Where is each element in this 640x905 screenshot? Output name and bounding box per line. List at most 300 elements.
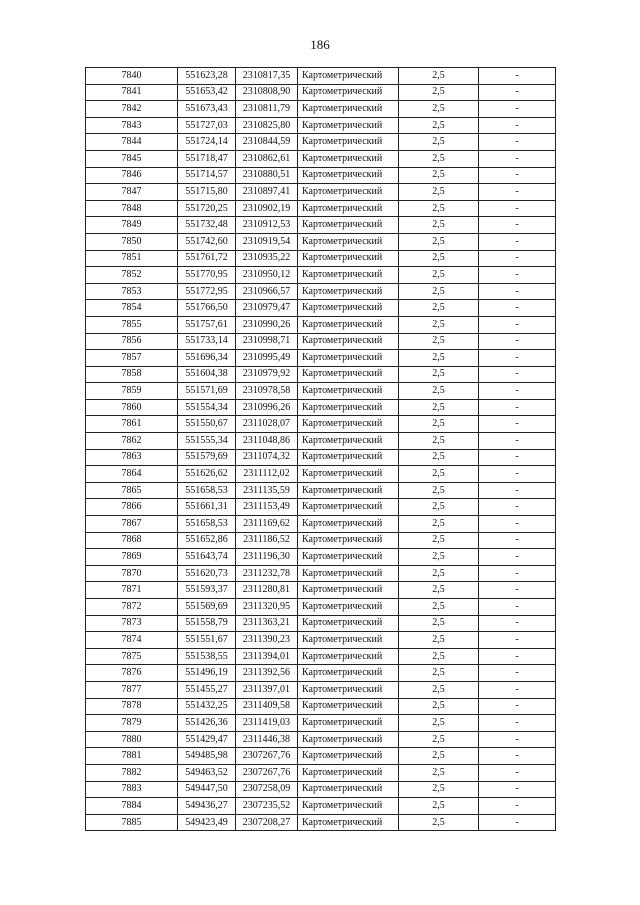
point-number-cell: 7840 <box>86 68 178 85</box>
x-coordinate-cell: 549447,50 <box>178 781 236 798</box>
table-row <box>86 283 556 300</box>
method-cell: Картометрический <box>298 350 399 367</box>
y-coordinate-cell: 2311169,62 <box>236 516 298 533</box>
x-coordinate-cell: 551604,38 <box>178 366 236 383</box>
method-cell: Картометрический <box>298 599 399 616</box>
y-coordinate-cell: 2311135,59 <box>236 482 298 499</box>
note-cell: - <box>479 781 556 798</box>
accuracy-cell: 2,5 <box>399 416 479 433</box>
method-cell: Картометрический <box>298 267 399 284</box>
method-cell: Картометрический <box>298 150 399 167</box>
y-coordinate-cell: 2311196,30 <box>236 549 298 566</box>
point-number-cell: 7875 <box>86 648 178 665</box>
table-row <box>86 516 556 533</box>
point-number-cell: 7871 <box>86 582 178 599</box>
method-cell: Картометрический <box>298 101 399 118</box>
point-number-cell: 7853 <box>86 283 178 300</box>
note-cell: - <box>479 582 556 599</box>
y-coordinate-cell: 2311397,01 <box>236 681 298 698</box>
table-row <box>86 117 556 134</box>
y-coordinate-cell: 2310979,47 <box>236 300 298 317</box>
x-coordinate-cell: 551551,67 <box>178 632 236 649</box>
table-row <box>86 764 556 781</box>
accuracy-cell: 2,5 <box>399 449 479 466</box>
point-number-cell: 7845 <box>86 150 178 167</box>
x-coordinate-cell: 551569,69 <box>178 599 236 616</box>
y-coordinate-cell: 2310844,59 <box>236 134 298 151</box>
method-cell: Картометрический <box>298 764 399 781</box>
table-row <box>86 250 556 267</box>
accuracy-cell: 2,5 <box>399 184 479 201</box>
table-row <box>86 150 556 167</box>
x-coordinate-cell: 551555,34 <box>178 433 236 450</box>
table-row <box>86 200 556 217</box>
point-number-cell: 7858 <box>86 366 178 383</box>
x-coordinate-cell: 551673,43 <box>178 101 236 118</box>
method-cell: Картометрический <box>298 648 399 665</box>
x-coordinate-cell: 551757,61 <box>178 316 236 333</box>
method-cell: Картометрический <box>298 516 399 533</box>
point-number-cell: 7850 <box>86 233 178 250</box>
method-cell: Картометрический <box>298 399 399 416</box>
x-coordinate-cell: 551554,34 <box>178 399 236 416</box>
y-coordinate-cell: 2310811,79 <box>236 101 298 118</box>
point-number-cell: 7857 <box>86 350 178 367</box>
point-number-cell: 7866 <box>86 499 178 516</box>
point-number-cell: 7874 <box>86 632 178 649</box>
x-coordinate-cell: 551658,53 <box>178 516 236 533</box>
note-cell: - <box>479 681 556 698</box>
x-coordinate-cell: 549436,27 <box>178 798 236 815</box>
note-cell: - <box>479 267 556 284</box>
note-cell: - <box>479 283 556 300</box>
accuracy-cell: 2,5 <box>399 565 479 582</box>
table-row <box>86 665 556 682</box>
point-number-cell: 7852 <box>86 267 178 284</box>
table-row <box>86 167 556 184</box>
y-coordinate-cell: 2311392,56 <box>236 665 298 682</box>
accuracy-cell: 2,5 <box>399 715 479 732</box>
accuracy-cell: 2,5 <box>399 615 479 632</box>
y-coordinate-cell: 2310998,71 <box>236 333 298 350</box>
x-coordinate-cell: 549463,52 <box>178 764 236 781</box>
x-coordinate-cell: 551661,31 <box>178 499 236 516</box>
note-cell: - <box>479 300 556 317</box>
note-cell: - <box>479 715 556 732</box>
method-cell: Картометрический <box>298 184 399 201</box>
table-row <box>86 615 556 632</box>
note-cell: - <box>479 615 556 632</box>
note-cell: - <box>479 499 556 516</box>
y-coordinate-cell: 2307208,27 <box>236 814 298 831</box>
x-coordinate-cell: 551742,60 <box>178 233 236 250</box>
point-number-cell: 7883 <box>86 781 178 798</box>
point-number-cell: 7856 <box>86 333 178 350</box>
accuracy-cell: 2,5 <box>399 499 479 516</box>
method-cell: Картометрический <box>298 134 399 151</box>
point-number-cell: 7851 <box>86 250 178 267</box>
x-coordinate-cell: 551571,69 <box>178 383 236 400</box>
accuracy-cell: 2,5 <box>399 383 479 400</box>
y-coordinate-cell: 2310966,57 <box>236 283 298 300</box>
accuracy-cell: 2,5 <box>399 731 479 748</box>
table-row <box>86 184 556 201</box>
note-cell: - <box>479 482 556 499</box>
point-number-cell: 7860 <box>86 399 178 416</box>
x-coordinate-cell: 551715,80 <box>178 184 236 201</box>
y-coordinate-cell: 2310996,26 <box>236 399 298 416</box>
point-number-cell: 7884 <box>86 798 178 815</box>
x-coordinate-cell: 551696,34 <box>178 350 236 367</box>
y-coordinate-cell: 2310935,22 <box>236 250 298 267</box>
x-coordinate-cell: 551718,47 <box>178 150 236 167</box>
y-coordinate-cell: 2307267,76 <box>236 748 298 765</box>
table-row <box>86 681 556 698</box>
y-coordinate-cell: 2311320,95 <box>236 599 298 616</box>
page-number: 186 <box>310 37 330 52</box>
note-cell: - <box>479 250 556 267</box>
table-row <box>86 731 556 748</box>
accuracy-cell: 2,5 <box>399 698 479 715</box>
x-coordinate-cell: 551432,25 <box>178 698 236 715</box>
method-cell: Картометрический <box>298 565 399 582</box>
point-number-cell: 7872 <box>86 599 178 616</box>
y-coordinate-cell: 2310862,61 <box>236 150 298 167</box>
x-coordinate-cell: 551732,48 <box>178 217 236 234</box>
note-cell: - <box>479 134 556 151</box>
point-number-cell: 7864 <box>86 466 178 483</box>
accuracy-cell: 2,5 <box>399 433 479 450</box>
point-number-cell: 7880 <box>86 731 178 748</box>
table-row <box>86 267 556 284</box>
note-cell: - <box>479 549 556 566</box>
x-coordinate-cell: 551720,25 <box>178 200 236 217</box>
y-coordinate-cell: 2310817,35 <box>236 68 298 85</box>
point-number-cell: 7878 <box>86 698 178 715</box>
point-number-cell: 7849 <box>86 217 178 234</box>
table-row <box>86 482 556 499</box>
method-cell: Картометрический <box>298 781 399 798</box>
x-coordinate-cell: 551496,19 <box>178 665 236 682</box>
accuracy-cell: 2,5 <box>399 748 479 765</box>
note-cell: - <box>479 333 556 350</box>
y-coordinate-cell: 2310950,12 <box>236 267 298 284</box>
table-row <box>86 781 556 798</box>
method-cell: Картометрический <box>298 449 399 466</box>
note-cell: - <box>479 599 556 616</box>
table-row <box>86 399 556 416</box>
table-row <box>86 466 556 483</box>
method-cell: Картометрический <box>298 482 399 499</box>
note-cell: - <box>479 433 556 450</box>
accuracy-cell: 2,5 <box>399 167 479 184</box>
x-coordinate-cell: 551579,69 <box>178 449 236 466</box>
accuracy-cell: 2,5 <box>399 84 479 101</box>
point-number-cell: 7862 <box>86 433 178 450</box>
table-row <box>86 350 556 367</box>
y-coordinate-cell: 2307258,09 <box>236 781 298 798</box>
point-number-cell: 7868 <box>86 532 178 549</box>
method-cell: Картометрический <box>298 300 399 317</box>
method-cell: Картометрический <box>298 665 399 682</box>
table-row <box>86 233 556 250</box>
accuracy-cell: 2,5 <box>399 350 479 367</box>
point-number-cell: 7865 <box>86 482 178 499</box>
accuracy-cell: 2,5 <box>399 781 479 798</box>
y-coordinate-cell: 2310897,41 <box>236 184 298 201</box>
note-cell: - <box>479 764 556 781</box>
y-coordinate-cell: 2311074,32 <box>236 449 298 466</box>
table-row <box>86 366 556 383</box>
method-cell: Картометрический <box>298 681 399 698</box>
note-cell: - <box>479 101 556 118</box>
point-number-cell: 7879 <box>86 715 178 732</box>
x-coordinate-cell: 549423,49 <box>178 814 236 831</box>
method-cell: Картометрический <box>298 416 399 433</box>
y-coordinate-cell: 2310990,26 <box>236 316 298 333</box>
y-coordinate-cell: 2311419,03 <box>236 715 298 732</box>
note-cell: - <box>479 516 556 533</box>
method-cell: Картометрический <box>298 233 399 250</box>
method-cell: Картометрический <box>298 632 399 649</box>
note-cell: - <box>479 68 556 85</box>
table-row <box>86 433 556 450</box>
point-number-cell: 7854 <box>86 300 178 317</box>
x-coordinate-cell: 551426,36 <box>178 715 236 732</box>
x-coordinate-cell: 551652,86 <box>178 532 236 549</box>
point-number-cell: 7881 <box>86 748 178 765</box>
method-cell: Картометрический <box>298 200 399 217</box>
table-row <box>86 599 556 616</box>
table-row <box>86 748 556 765</box>
accuracy-cell: 2,5 <box>399 599 479 616</box>
table-row <box>86 84 556 101</box>
accuracy-cell: 2,5 <box>399 283 479 300</box>
accuracy-cell: 2,5 <box>399 681 479 698</box>
y-coordinate-cell: 2311363,21 <box>236 615 298 632</box>
point-number-cell: 7870 <box>86 565 178 582</box>
point-number-cell: 7844 <box>86 134 178 151</box>
method-cell: Картометрический <box>298 84 399 101</box>
x-coordinate-cell: 551558,79 <box>178 615 236 632</box>
method-cell: Картометрический <box>298 167 399 184</box>
x-coordinate-cell: 551772,95 <box>178 283 236 300</box>
note-cell: - <box>479 167 556 184</box>
note-cell: - <box>479 200 556 217</box>
x-coordinate-cell: 551455,27 <box>178 681 236 698</box>
table-row <box>86 300 556 317</box>
y-coordinate-cell: 2311280,81 <box>236 582 298 599</box>
y-coordinate-cell: 2307267,76 <box>236 764 298 781</box>
accuracy-cell: 2,5 <box>399 516 479 533</box>
table-row <box>86 333 556 350</box>
table-row <box>86 449 556 466</box>
accuracy-cell: 2,5 <box>399 300 479 317</box>
accuracy-cell: 2,5 <box>399 399 479 416</box>
table-row <box>86 549 556 566</box>
y-coordinate-cell: 2310880,51 <box>236 167 298 184</box>
note-cell: - <box>479 565 556 582</box>
note-cell: - <box>479 217 556 234</box>
note-cell: - <box>479 748 556 765</box>
accuracy-cell: 2,5 <box>399 466 479 483</box>
method-cell: Картометрический <box>298 582 399 599</box>
method-cell: Картометрический <box>298 283 399 300</box>
point-number-cell: 7873 <box>86 615 178 632</box>
method-cell: Картометрический <box>298 698 399 715</box>
y-coordinate-cell: 2310902,19 <box>236 200 298 217</box>
method-cell: Картометрический <box>298 217 399 234</box>
table-row <box>86 134 556 151</box>
method-cell: Картометрический <box>298 366 399 383</box>
x-coordinate-cell: 551653,42 <box>178 84 236 101</box>
method-cell: Картометрический <box>298 798 399 815</box>
method-cell: Картометрический <box>298 731 399 748</box>
accuracy-cell: 2,5 <box>399 798 479 815</box>
point-number-cell: 7861 <box>86 416 178 433</box>
note-cell: - <box>479 665 556 682</box>
accuracy-cell: 2,5 <box>399 68 479 85</box>
x-coordinate-cell: 551643,74 <box>178 549 236 566</box>
table-row <box>86 648 556 665</box>
accuracy-cell: 2,5 <box>399 764 479 781</box>
table-row <box>86 383 556 400</box>
table-row <box>86 814 556 831</box>
x-coordinate-cell: 551770,95 <box>178 267 236 284</box>
x-coordinate-cell: 551714,57 <box>178 167 236 184</box>
point-number-cell: 7876 <box>86 665 178 682</box>
note-cell: - <box>479 316 556 333</box>
accuracy-cell: 2,5 <box>399 250 479 267</box>
accuracy-cell: 2,5 <box>399 101 479 118</box>
point-number-cell: 7859 <box>86 383 178 400</box>
note-cell: - <box>479 399 556 416</box>
accuracy-cell: 2,5 <box>399 267 479 284</box>
method-cell: Картометрический <box>298 250 399 267</box>
note-cell: - <box>479 731 556 748</box>
note-cell: - <box>479 184 556 201</box>
point-number-cell: 7846 <box>86 167 178 184</box>
point-number-cell: 7855 <box>86 316 178 333</box>
table-row <box>86 715 556 732</box>
note-cell: - <box>479 814 556 831</box>
x-coordinate-cell: 551623,28 <box>178 68 236 85</box>
note-cell: - <box>479 698 556 715</box>
x-coordinate-cell: 551766,50 <box>178 300 236 317</box>
accuracy-cell: 2,5 <box>399 582 479 599</box>
method-cell: Картометрический <box>298 383 399 400</box>
x-coordinate-cell: 549485,98 <box>178 748 236 765</box>
table-row <box>86 798 556 815</box>
point-number-cell: 7843 <box>86 117 178 134</box>
coordinates-table-body <box>86 68 556 831</box>
point-number-cell: 7885 <box>86 814 178 831</box>
coordinates-table <box>85 67 556 831</box>
method-cell: Картометрический <box>298 117 399 134</box>
y-coordinate-cell: 2311153,49 <box>236 499 298 516</box>
accuracy-cell: 2,5 <box>399 814 479 831</box>
note-cell: - <box>479 449 556 466</box>
method-cell: Картометрический <box>298 433 399 450</box>
y-coordinate-cell: 2311409,58 <box>236 698 298 715</box>
x-coordinate-cell: 551626,62 <box>178 466 236 483</box>
note-cell: - <box>479 798 556 815</box>
y-coordinate-cell: 2311028,07 <box>236 416 298 433</box>
table-row <box>86 101 556 118</box>
x-coordinate-cell: 551727,03 <box>178 117 236 134</box>
accuracy-cell: 2,5 <box>399 134 479 151</box>
table-row <box>86 532 556 549</box>
y-coordinate-cell: 2310808,90 <box>236 84 298 101</box>
point-number-cell: 7841 <box>86 84 178 101</box>
note-cell: - <box>479 366 556 383</box>
method-cell: Картометрический <box>298 748 399 765</box>
note-cell: - <box>479 648 556 665</box>
x-coordinate-cell: 551733,14 <box>178 333 236 350</box>
point-number-cell: 7863 <box>86 449 178 466</box>
accuracy-cell: 2,5 <box>399 482 479 499</box>
method-cell: Картометрический <box>298 615 399 632</box>
method-cell: Картометрический <box>298 68 399 85</box>
point-number-cell: 7869 <box>86 549 178 566</box>
accuracy-cell: 2,5 <box>399 233 479 250</box>
x-coordinate-cell: 551761,72 <box>178 250 236 267</box>
accuracy-cell: 2,5 <box>399 665 479 682</box>
note-cell: - <box>479 383 556 400</box>
note-cell: - <box>479 84 556 101</box>
table-row <box>86 68 556 85</box>
note-cell: - <box>479 466 556 483</box>
y-coordinate-cell: 2310978,58 <box>236 383 298 400</box>
y-coordinate-cell: 2310912,53 <box>236 217 298 234</box>
x-coordinate-cell: 551538,55 <box>178 648 236 665</box>
accuracy-cell: 2,5 <box>399 150 479 167</box>
y-coordinate-cell: 2311186,52 <box>236 532 298 549</box>
point-number-cell: 7847 <box>86 184 178 201</box>
x-coordinate-cell: 551550,67 <box>178 416 236 433</box>
table-row <box>86 698 556 715</box>
method-cell: Картометрический <box>298 814 399 831</box>
note-cell: - <box>479 150 556 167</box>
table-row <box>86 217 556 234</box>
accuracy-cell: 2,5 <box>399 117 479 134</box>
accuracy-cell: 2,5 <box>399 200 479 217</box>
point-number-cell: 7848 <box>86 200 178 217</box>
y-coordinate-cell: 2311446,38 <box>236 731 298 748</box>
y-coordinate-cell: 2311390,23 <box>236 632 298 649</box>
method-cell: Картометрический <box>298 549 399 566</box>
y-coordinate-cell: 2310919,54 <box>236 233 298 250</box>
accuracy-cell: 2,5 <box>399 549 479 566</box>
note-cell: - <box>479 233 556 250</box>
y-coordinate-cell: 2310979,92 <box>236 366 298 383</box>
x-coordinate-cell: 551620,73 <box>178 565 236 582</box>
accuracy-cell: 2,5 <box>399 632 479 649</box>
x-coordinate-cell: 551429,47 <box>178 731 236 748</box>
note-cell: - <box>479 532 556 549</box>
y-coordinate-cell: 2311232,78 <box>236 565 298 582</box>
x-coordinate-cell: 551724,14 <box>178 134 236 151</box>
method-cell: Картометрический <box>298 333 399 350</box>
y-coordinate-cell: 2307235,52 <box>236 798 298 815</box>
y-coordinate-cell: 2311112,02 <box>236 466 298 483</box>
y-coordinate-cell: 2310825,80 <box>236 117 298 134</box>
point-number-cell: 7867 <box>86 516 178 533</box>
x-coordinate-cell: 551658,53 <box>178 482 236 499</box>
accuracy-cell: 2,5 <box>399 366 479 383</box>
note-cell: - <box>479 416 556 433</box>
x-coordinate-cell: 551593,37 <box>178 582 236 599</box>
